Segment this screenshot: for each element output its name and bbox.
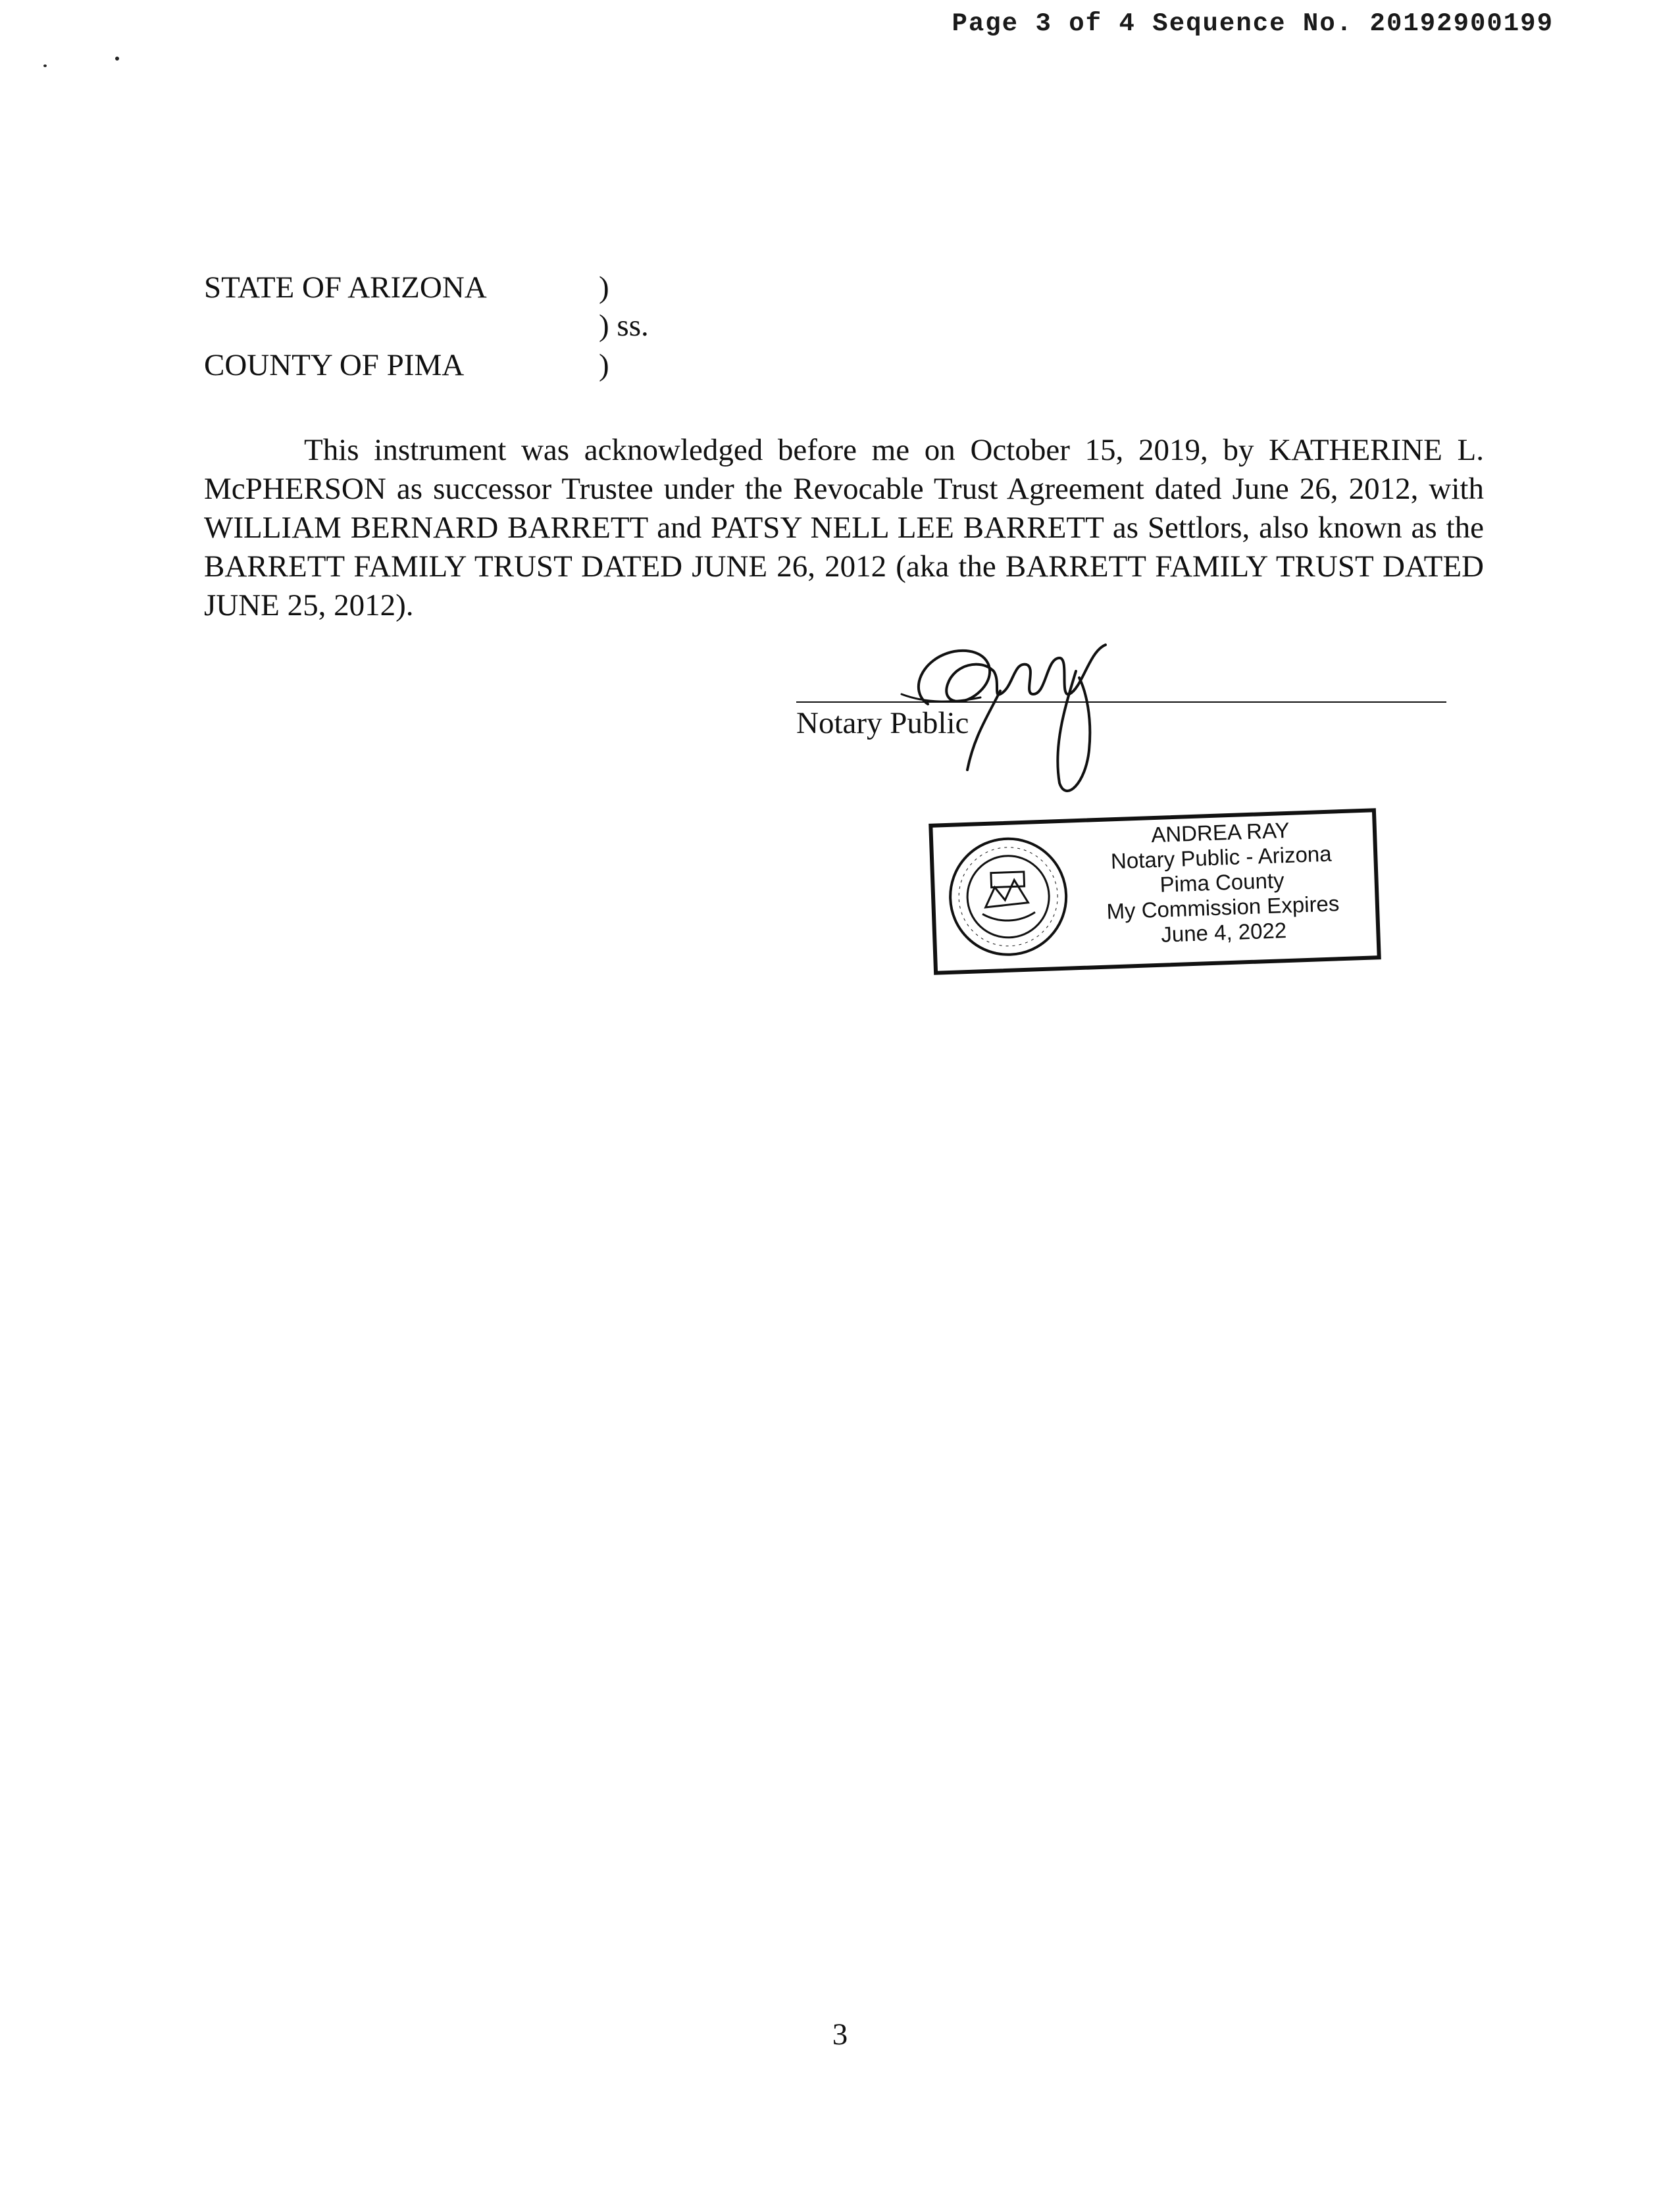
scan-speck <box>115 57 119 61</box>
venue-paren-ss: ) ss. <box>599 309 649 343</box>
page-sequence-header: Page 3 of 4 Sequence No. 20192900199 <box>952 9 1554 38</box>
notary-signature-block <box>796 632 1454 816</box>
acknowledgment-paragraph: This instrument was acknowledged before me on October 15, 2019, by KATHERINE L. McPHERSON as successor Trustee under the Revocable Trust Agreement dated June 26, 2012, with WILLIAM BERNARD BARRETT and PATSY NELL LEE BARRETT as Settlors, also known as the BARRETT FAMILY TRUST DATED JUNE 26, 2012 (aka the BARRETT FAMILY TRUST DATED JUNE 25, 2012). <box>204 433 1484 622</box>
stamp-commission-label: My Commission Expires <box>1106 891 1340 924</box>
page-number: 3 <box>832 2017 848 2052</box>
stamp-notary-title: Notary Public - Arizona <box>1110 841 1333 874</box>
venue-paren-bottom: ) <box>599 348 609 382</box>
stamp-notary-name: ANDREA RAY <box>1150 817 1290 847</box>
stamp-expiration-date: June 4, 2022 <box>1160 918 1287 947</box>
scan-speck <box>43 64 47 67</box>
handwritten-signature <box>902 632 1125 816</box>
stamp-text-block <box>1070 815 1373 951</box>
venue-block <box>204 263 796 395</box>
notary-stamp <box>929 808 1381 975</box>
venue-county: COUNTY OF PIMA <box>204 348 465 382</box>
stamp-notary-county: Pima County <box>1159 868 1285 897</box>
venue-paren-top: ) <box>599 270 609 305</box>
state-seal-icon <box>944 832 1073 962</box>
venue-state: STATE OF ARIZONA <box>204 270 487 305</box>
signature-label: Notary Public <box>796 706 969 740</box>
